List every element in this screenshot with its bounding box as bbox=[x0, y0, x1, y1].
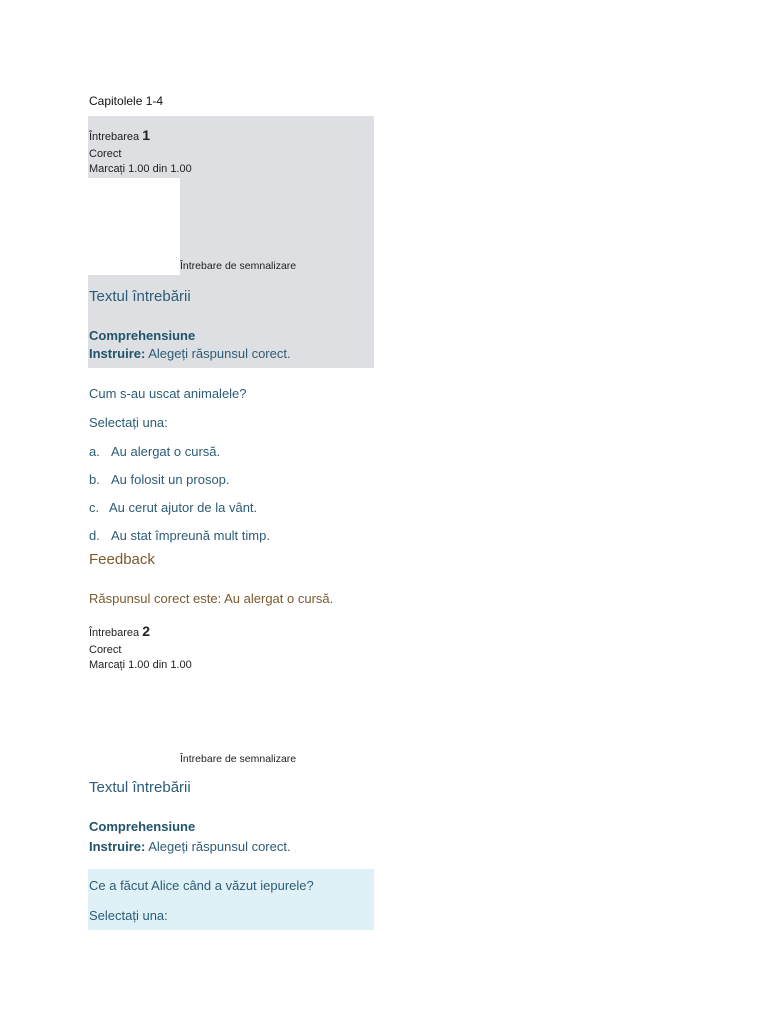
option-text: Au folosit un prosop. bbox=[111, 472, 230, 487]
option-letter: b. bbox=[89, 472, 100, 487]
question-2-instruction bbox=[89, 839, 291, 854]
info-block-notch bbox=[88, 178, 180, 275]
option-letter: d. bbox=[89, 528, 100, 543]
question-2-text-heading: Textul întrebării bbox=[89, 779, 191, 796]
question-1-mark: Marcați 1.00 din 1.00 bbox=[89, 163, 192, 175]
question-2-flag-link[interactable]: Întrebare de semnalizare bbox=[180, 753, 297, 765]
question-2-select-prompt: Selectați una: bbox=[89, 908, 168, 923]
question-number: 1 bbox=[142, 127, 151, 143]
question-2-comprehension: Comprehensiune bbox=[89, 819, 196, 834]
question-number: 2 bbox=[142, 623, 151, 639]
option-text: Au cerut ajutor de la vânt. bbox=[109, 500, 258, 515]
feedback-correct-answer: Răspunsul corect este: Au alergat o cursă. bbox=[89, 591, 334, 606]
document-title: Capitolele 1-4 bbox=[89, 94, 164, 108]
answer-option-a[interactable] bbox=[89, 444, 220, 459]
instruction-label: Instruire: bbox=[89, 346, 146, 361]
question-2-label bbox=[89, 624, 150, 640]
question-1-text-heading: Textul întrebării bbox=[89, 288, 191, 305]
question-1-comprehension: Comprehensiune bbox=[89, 328, 196, 343]
option-letter: c. bbox=[89, 500, 100, 515]
instruction-text: Alegeți răspunsul corect. bbox=[145, 346, 291, 361]
answer-option-b[interactable] bbox=[89, 472, 230, 487]
question-2-mark: Marcați 1.00 din 1.00 bbox=[89, 659, 192, 671]
question-2-prompt: Ce a făcut Alice când a văzut iepurele? bbox=[89, 878, 314, 893]
question-label-text: Întrebarea bbox=[89, 627, 140, 639]
question-1-flag-link[interactable]: Întrebare de semnalizare bbox=[180, 260, 297, 272]
option-text: Au alergat o cursă. bbox=[111, 444, 221, 459]
question-2-status: Corect bbox=[89, 644, 122, 656]
option-text: Au stat împreună mult timp. bbox=[111, 528, 270, 543]
answer-option-c[interactable] bbox=[89, 500, 257, 515]
feedback-heading: Feedback bbox=[89, 551, 155, 568]
instruction-label: Instruire: bbox=[89, 839, 146, 854]
question-1-label bbox=[89, 128, 150, 144]
option-letter: a. bbox=[89, 444, 100, 459]
question-1-instruction bbox=[89, 346, 291, 361]
instruction-text: Alegeți răspunsul corect. bbox=[145, 839, 291, 854]
question-1-status: Corect bbox=[89, 148, 122, 160]
answer-option-d[interactable] bbox=[89, 528, 270, 543]
question-1-select-prompt: Selectați una: bbox=[89, 415, 168, 430]
question-label-text: Întrebarea bbox=[89, 131, 140, 143]
question-1-prompt: Cum s-au uscat animalele? bbox=[89, 386, 247, 401]
